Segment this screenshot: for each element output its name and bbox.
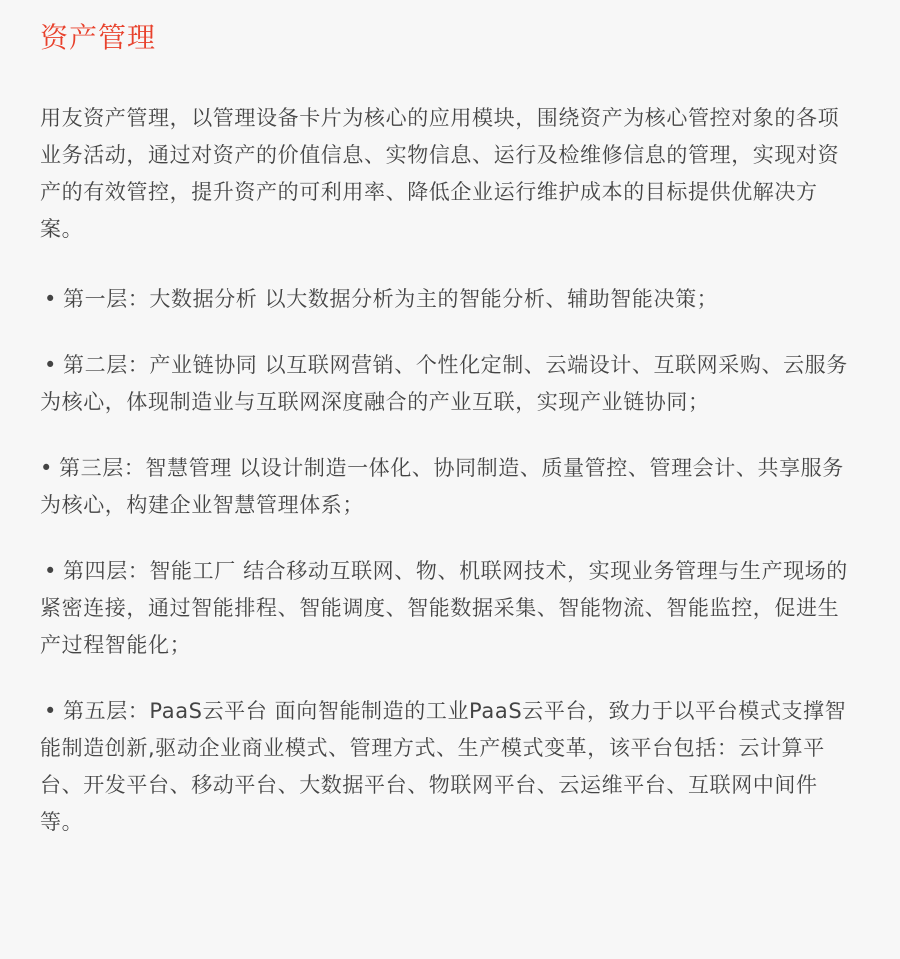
layer-list [40, 281, 860, 841]
layer-text: 第一层：大数据分析 以大数据分析为主的智能分析、辅助智能决策； [63, 287, 719, 311]
layer-text: 第四层：智能工厂 结合移动互联网、物、机联网技术，实现业务管理与生产现场的紧密连接，通过智能排程、智能调度、智能数据采集、智能物流、智能监控，促进生产过程智能化； [40, 559, 848, 657]
list-item-layer-2 [40, 347, 860, 421]
layer-text: 第三层：智慧管理 以设计制造一体化、协同制造、质量管控、管理会计、共享服务为核心，构建企业智慧管理体系； [40, 456, 844, 517]
bullet-icon: • [44, 559, 57, 583]
bullet-icon: • [44, 287, 57, 311]
intro-paragraph: 用友资产管理，以管理设备卡片为核心的应用模块，围绕资产为核心管控对象的各项业务活动，通过对资产的价值信息、实物信息、运行及检维修信息的管理，实现对资产的有效管控，提升资产的可利用率、降低企业运行维护成本的目标提供优解决方案。 [40, 106, 840, 241]
list-item-layer-1 [40, 281, 860, 318]
layer-text: 第五层：PaaS云平台 面向智能制造的工业PaaS云平台，致力于以平台模式支撑智能制造创新,驱动企业商业模式、管理方式、生产模式变革，该平台包括：云计算平台、开发平台、移动平台、大数据平台、物联网平台、云运维平台、互联网中间件等。 [40, 699, 847, 834]
bullet-icon: • [44, 699, 57, 723]
layer-text: 第二层：产业链协同 以互联网营销、个性化定制、云端设计、互联网采购、云服务为核心，体现制造业与互联网深度融合的产业互联，实现产业链协同； [40, 353, 848, 414]
page-title: 资产管理 [40, 21, 157, 54]
list-item-layer-4 [40, 553, 860, 664]
list-item-layer-5 [40, 693, 860, 841]
bullet-icon: • [44, 353, 57, 377]
bullet-icon: • [40, 456, 53, 480]
list-item-layer-3 [40, 450, 860, 524]
